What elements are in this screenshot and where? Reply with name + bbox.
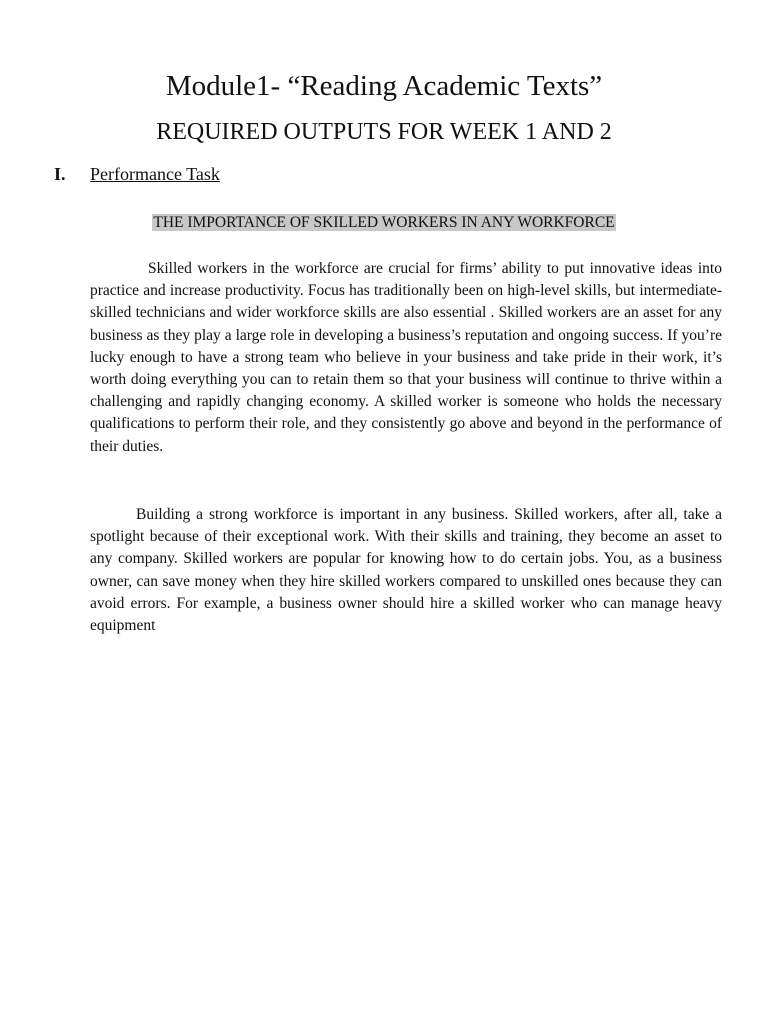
section-label: Performance Task [90,164,220,184]
paragraph-2: Building a strong workforce is important in any business. Skilled workers, after all, take a spotlight because of their exceptional work. With their skills and training, they become an asset to any company. Skilled workers are popular for knowing how to do certain jobs. You, as a business owner, can save money when they hire skilled workers compared to unskilled ones because they can avoid errors. For example, a business owner should hire a skilled worker who can manage heavy equipment [90,506,722,635]
essay-heading-text: THE IMPORTANCE OF SKILLED WORKERS IN ANY WORKFORCE [153,214,615,231]
paragraph-1: Skilled workers in the workforce are crucial for firms’ ability to put innovative ideas into practice and increase productivity. Focus has traditionally been on high-level skills, but intermediate-skilled technicians and wider workforce skills are also essential . Skilled workers are an asset for any business as they play a large role in developing a business’s reputation and ongoing success. If you’re lucky enough to have a strong team who believe in your business and take pride in their work, it’s worth doing everything you can to retain them so that your business will continue to thrive within a challenging and rapidly changing economy. A skilled worker is someone who holds the necessary qualifications to perform their role, and they consistently go above and beyond in the performance of their duties. [90,260,722,455]
required-outputs-subtitle: REQUIRED OUTPUTS FOR WEEK 1 AND 2 [156,119,612,145]
module-title: Module1- “Reading Academic Texts” [165,70,603,102]
section-number: I. [54,164,66,184]
section-heading [54,162,220,186]
essay-heading [0,212,768,234]
